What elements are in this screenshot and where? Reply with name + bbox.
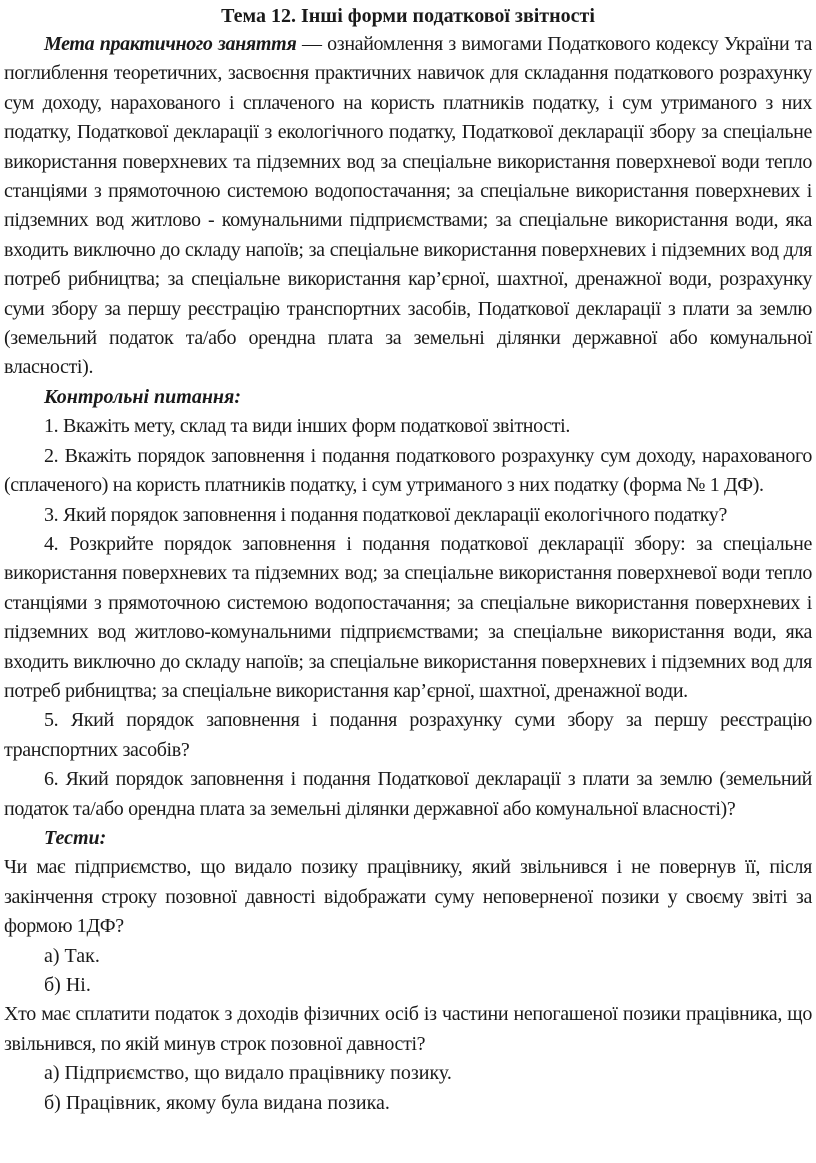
document-page: [4, 0, 812, 1118]
tests-heading: Тести:: [44, 826, 107, 849]
test-1-answer-b: б) Ні.: [44, 974, 91, 996]
goal-paragraph: [4, 30, 812, 383]
goal-text: ознайомлення з вимогами Податкового кодексу України та поглиблення теоретичних, засвоєння практичних навичок для складання податкового розрахунку сум доходу, нарахованого і сплаченого на користь платників податку, і сум утриманого з них податку, Податкової декларації з екологічного податку, Податкової декларації збору за спеціальне використання поверхневих та підземних вод за спеціальне використання поверхневої води тепло станціями з прямоточною системою водопостачання; за спеціальне використання поверхневих і підземних вод житлово - комунальними підприємствами; за спеціальне використання води, яка входить виключно до складу напоїв; за спеціальне використання поверхневих і підземних вод для потреб рибництва; за спеціальне використання кар’єрної, шахтної, дренажної води, розрахунку суми збору за першу реєстрацію транспортних засобів, Податкової декларації з плати за землю (земельний податок та/або орендна плата за земельні ділянки державної або комунальної власності).: [4, 33, 813, 379]
goal-dash: —: [296, 33, 328, 55]
control-question-1: 1. Вкажіть мету, склад та види інших форм податкової звітності.: [44, 415, 570, 438]
control-questions-heading: Контрольні питання:: [44, 385, 242, 408]
test-1-answer-a: а) Так.: [44, 944, 100, 967]
control-questions-list: [4, 412, 812, 824]
test-item-1: [4, 853, 812, 1000]
page-title: Тема 12. Інші форми податкової звітності: [221, 5, 595, 27]
test-question-1: Чи має підприємство, що видало позику працівнику, який звільнився і не повернув її, після закінчення строку позовної давності відображати суму неповерненої позики у своєму звіті за формою 1ДФ?: [4, 856, 812, 938]
control-question-5: 5. Який порядок заповнення і подання розрахунку суми збору за першу реєстрацію транспортних засобів?: [4, 709, 812, 761]
control-question-2: 2. Вкажіть порядок заповнення і подання податкового розрахунку сум доходу, нарахованого (сплаченого) на користь платників податку, і сум утриманого з них податку (форма № 1 ДФ).: [4, 444, 812, 497]
test-2-answer-b: б) Працівник, якому була видана позика.: [44, 1091, 390, 1114]
goal-label: Мета практичного заняття: [44, 33, 297, 55]
test-question-2: Хто має сплатити податок з доходів фізичних осіб із частини непогашеної позики працівника, що звільнився, по якій минув строк позовної давності?: [4, 1003, 812, 1055]
test-item-2: [4, 1000, 812, 1118]
control-question-6: 6. Який порядок заповнення і подання Податкової декларації з плати за землю (земельний податок та/або орендна плата за земельні ділянки державної або комунальної власності)?: [4, 768, 812, 820]
test-2-answer-a: а) Підприємство, що видало працівнику позику.: [44, 1062, 452, 1085]
control-question-4: 4. Розкрийте порядок заповнення і подання податкової декларації збору: за спеціальне використання поверхневих та підземних вод; за спеціальне використання поверхневої води тепло станціями з прямоточною системою водопостачання; за спеціальне використання поверхневих і підземних вод житлово-комунальними підприємствами; за спеціальне використання води, яка входить виключно до складу напоїв; за спеціальне використання поверхневих і підземних вод для потреб рибництва; за спеціальне використання кар’єрної, шахтної, дренажної води.: [4, 532, 812, 702]
control-question-3: 3. Який порядок заповнення і подання податкової декларації екологічного податку?: [44, 503, 727, 526]
